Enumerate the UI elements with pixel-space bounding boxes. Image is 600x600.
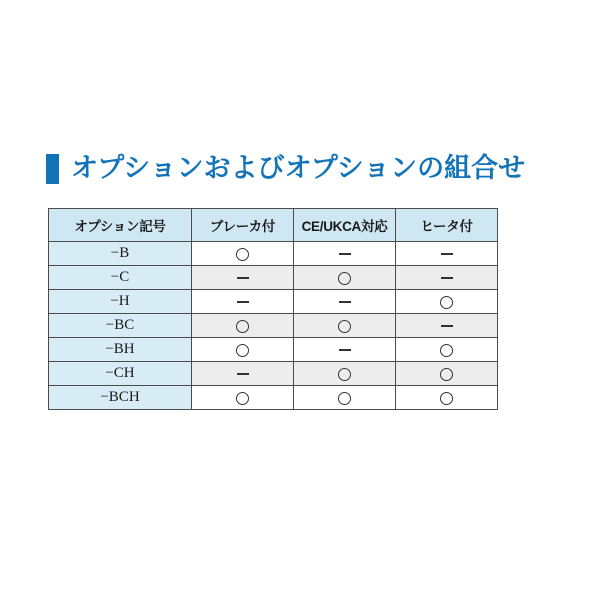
option-code-cell: −CH (49, 362, 192, 386)
circle-icon (440, 368, 453, 381)
dash-icon (441, 277, 453, 279)
dash-icon (237, 301, 249, 303)
dash-icon (339, 301, 351, 303)
option-mark-cell (396, 266, 498, 290)
option-mark-cell (192, 362, 294, 386)
page-title: オプションおよびオプションの組合せ (71, 152, 526, 183)
table-body (49, 242, 498, 410)
table-header-row (49, 209, 498, 242)
circle-icon (338, 320, 351, 333)
circle-icon (338, 392, 351, 405)
option-code-cell: −BH (49, 338, 192, 362)
table-row (49, 242, 498, 266)
option-mark-cell (294, 386, 396, 410)
option-code-cell: −C (49, 266, 192, 290)
circle-icon (440, 296, 453, 309)
circle-icon (236, 344, 249, 357)
option-mark-cell (396, 386, 498, 410)
option-mark-cell (294, 266, 396, 290)
dash-icon (237, 373, 249, 375)
option-mark-cell (294, 362, 396, 386)
dash-icon (441, 253, 453, 255)
option-mark-cell (396, 290, 498, 314)
column-header-breaker: ブレーカ付 (192, 209, 294, 242)
circle-icon (440, 392, 453, 405)
option-mark-cell (192, 314, 294, 338)
column-header-heater: ヒータ付 (396, 209, 498, 242)
options-table-wrap (48, 208, 498, 410)
table-row (49, 266, 498, 290)
table-row (49, 362, 498, 386)
column-header-ce-ukca: CE/UKCA対応 (294, 209, 396, 242)
dash-icon (339, 253, 351, 255)
option-code-cell: −BC (49, 314, 192, 338)
option-mark-cell (192, 266, 294, 290)
circle-icon (236, 392, 249, 405)
heading-marker (46, 154, 59, 184)
option-mark-cell (396, 338, 498, 362)
option-code-cell: −H (49, 290, 192, 314)
circle-icon (236, 248, 249, 261)
dash-icon (339, 349, 351, 351)
option-mark-cell (396, 242, 498, 266)
option-mark-cell (294, 338, 396, 362)
circle-icon (338, 368, 351, 381)
option-mark-cell (192, 242, 294, 266)
table-row (49, 290, 498, 314)
table-row (49, 386, 498, 410)
option-mark-cell (192, 338, 294, 362)
option-mark-cell (396, 314, 498, 338)
option-mark-cell (396, 362, 498, 386)
options-table (48, 208, 498, 410)
table-row (49, 338, 498, 362)
option-mark-cell (294, 290, 396, 314)
column-header-option-code: オプション記号 (49, 209, 192, 242)
circle-icon (338, 272, 351, 285)
table-row (49, 314, 498, 338)
option-mark-cell (294, 314, 396, 338)
circle-icon (236, 320, 249, 333)
table-head (49, 209, 498, 242)
circle-icon (440, 344, 453, 357)
option-code-cell: −B (49, 242, 192, 266)
option-mark-cell (294, 242, 396, 266)
dash-icon (237, 277, 249, 279)
option-mark-cell (192, 386, 294, 410)
section-heading (46, 152, 525, 184)
dash-icon (441, 325, 453, 327)
option-code-cell: −BCH (49, 386, 192, 410)
option-mark-cell (192, 290, 294, 314)
